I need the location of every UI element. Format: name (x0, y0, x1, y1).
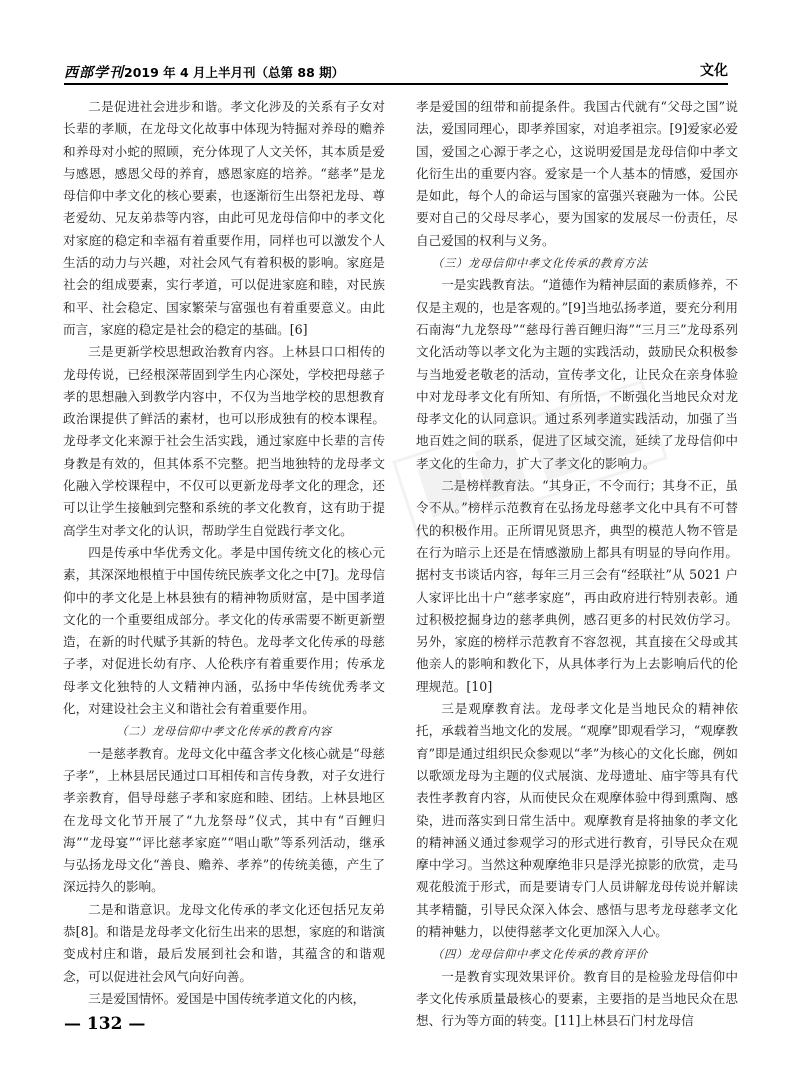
body-paragraph: 四是传承中华优秀文化。孝是中国传统文化的核心元素，其深深地根植于中国传统民族孝文化之中[7]。龙母信仰中的孝文化是上林县独有的精神物质财富，是中国孝道文化的一个重要组成部分。孝文化的传承需要不断更新塑造，在新的时代赋予其新的特色。龙母孝文化传承的母慈子孝，对促进长幼有序、人伦秩序有着重要作用；传承龙母孝文化独特的人文精神内涵，弘扬中华传统优秀孝文化，对建设社会主义和谐社会有着重要作用。 (63, 544, 385, 717)
body-paragraph: 二是榜样教育法。“其身正，不令而行；其身不正，虽令不从。”榜样示范教育在弘扬龙母慈孝文化中具有不可替代的积极作用。正所谓见贤思齐，典型的模范人物不管是在行为暗示上还是在情感激励上都具有明显的导向作用。据村支书谈话内容，每年三月三会有“经联社”从 5021 户人家评比出十户“慈孝家庭”，再由政府进行特别表彰。通过积极挖掘身边的慈孝典例，感召更多的村民效仿学习。另外，家庭的榜样示范教育不容忽视，其直接在父母或其他亲人的影响和教化下，从具体孝行为上去影响后代的伦理规范。[10] (416, 478, 738, 694)
body-paragraph: 三是观摩教育法。龙母孝文化是当地民众的精神依托，承载着当地文化的发展。“观摩”即观看学习，“观摩教育”即是通过组织民众参观以“孝”为核心的文化长廊，例如以歌颂龙母为主题的仪式展演、龙母遗址、庙宇等具有代表性孝教育内容，从而使民众在观摩体验中得到熏陶、感染，进而落实到日常生活中。观摩教育是将抽象的孝文化的精神涵义通过参观学习的形式进行教育，引导民众在观摩中学习。当然这种观摩绝非只是浮光掠影的欣赏，走马观花般流于形式，而是要请专门人员讲解龙母传说并解读其孝精髓，引导民众深入体会、感悟与思考龙母慈孝文化的精神魅力，以使得慈孝文化更加深入人心。 (416, 701, 738, 939)
body-paragraph: 三是爱国情怀。爱国是中国传统孝道文化的内核， (88, 990, 366, 1006)
section-subheading: （四）龙母信仰中孝文化传承的教育评价 (431, 947, 648, 962)
section-label: 文化 (700, 63, 728, 79)
header-rule (64, 83, 728, 85)
running-header (64, 60, 728, 80)
body-paragraph: 二是促进社会进步和谐。孝文化涉及的关系有子女对长辈的孝顺，在龙母文化故事中体现为特掘对养母的赡养和养母对小蛇的照顾，充分体现了人文关怀，其本质是爱与感恩，感恩父母的养育，感恩家庭的培养。“慈孝”是龙母信仰中孝文化的核心要素，也逐渐衍生出祭祀龙母、尊老爱幼、兄友弟恭等内容，由此可见龙母信仰中的孝文化对家庭的稳定和幸福有着重要作用，同样也可以激发个人生活的动力与兴趣，对社会风气有着积极的影响。家庭是社会的组成要素，实行孝道，可以促进家庭和睦，对民族和平、社会稳定、国家繁荣与富强也有着重要意义。由此而言，家庭的稳定是社会的稳定的基础。[6] (63, 99, 385, 337)
body-paragraph: 一是教育实现效果评价。教育目的是检验龙母信仰中孝文化传承质量最核心的要素，主要指的是当地民众在思想、行为等方面的转变。[11]上林县石门村龙母信 (416, 968, 738, 1029)
section-subheading: （三）龙母信仰中孝文化传承的教育方法 (431, 256, 648, 271)
journal-logo: 西部学刊 (64, 65, 124, 81)
issue-info: 2019 年 4 月上半月刊（总第 88 期） (124, 65, 345, 80)
header-left (64, 62, 344, 82)
section-subheading: （二）龙母信仰中孝文化传承的教育内容 (116, 724, 332, 739)
left-column (63, 96, 385, 1016)
body-paragraph: 孝是爱国的纽带和前提条件。我国古代就有“父母之国”说法，爱国同理心，即孝养国家，对追孝祖宗。[9]爱家必爱国，爱国之心源于孝之心，这说明爱国是龙母信仰中孝文化衍生出的重要内容。爱家是一个人基本的情感，爱国亦是如此，每个人的命运与国家的富强兴衰融为一体。公民要对自己的父母尽孝心，要为国家的发展尽一份责任，尽自己爱国的权利与义务。 (416, 99, 738, 248)
right-column (416, 96, 738, 1029)
body-paragraph: 一是慈孝教育。龙母文化中蕴含孝文化核心就是“母慈子孝”，上林县居民通过口耳相传和言传身教，对子女进行孝亲教育，倡导母慈子孝和家庭和睦、团结。上林县地区在龙母文化节开展了“九龙祭母”仪式，其中有“百鲤归海”“龙母宴”“评比慈孝家庭”“唱山歌”等系列活动，继承与弘扬龙母文化“善良、赡养、孝养”的传统美德，产生了深远持久的影响。 (63, 745, 385, 895)
body-paragraph: 三是更新学校思想政治教育内容。上林县口口相传的龙母传说，已经根深蒂固到学生内心深处，学校把母慈子孝的思想融入到教学内容中，不仅为当地学校的思想教育政治课提供了鲜活的素材，也可以形成独有的校本课程。龙母孝文化来源于社会生活实践，通过家庭中长辈的言传身教是有效的，但其体系不完整。把当地独特的龙母孝文化融入学校课程中，不仅可以更新龙母孝文化的理念，还可以让学生接触到完整和系统的孝文化教育，这有助于提高学生对孝文化的认识，帮助学生自觉践行孝文化。 (63, 344, 385, 538)
body-paragraph: 一是实践教育法。“道德作为精神层面的素质修养，不仅是主观的，也是客观的。”[9]当地弘扬孝道，要充分利用石南海“九龙祭母”“慈母行善百鲤归海”“三月三”龙母系列文化活动等以孝文化为主题的实践活动，鼓励民众积极参与当地爱老敬老的活动，宣传孝文化，让民众在亲身体验中对龙母孝文化有所知、有所悟，不断强化当地民众对龙母孝文化的认同意识。通过系列孝道实践活动，加强了当地百姓之间的联系，促进了区域交流，延续了龙母信仰中孝文化的生命力，扩大了孝文化的影响力。 (416, 277, 738, 471)
page-number: — 132 — (64, 1014, 146, 1034)
body-paragraph: 二是和谐意识。龙母文化传承的孝文化还包括兄友弟恭[8]。和谐是龙母孝文化衍生出来的思想，家庭的和谐演变成村庄和谐，最后发展到社会和谐，其蕴含的和谐观念，可以促进社会风气向好向善。 (63, 901, 385, 984)
